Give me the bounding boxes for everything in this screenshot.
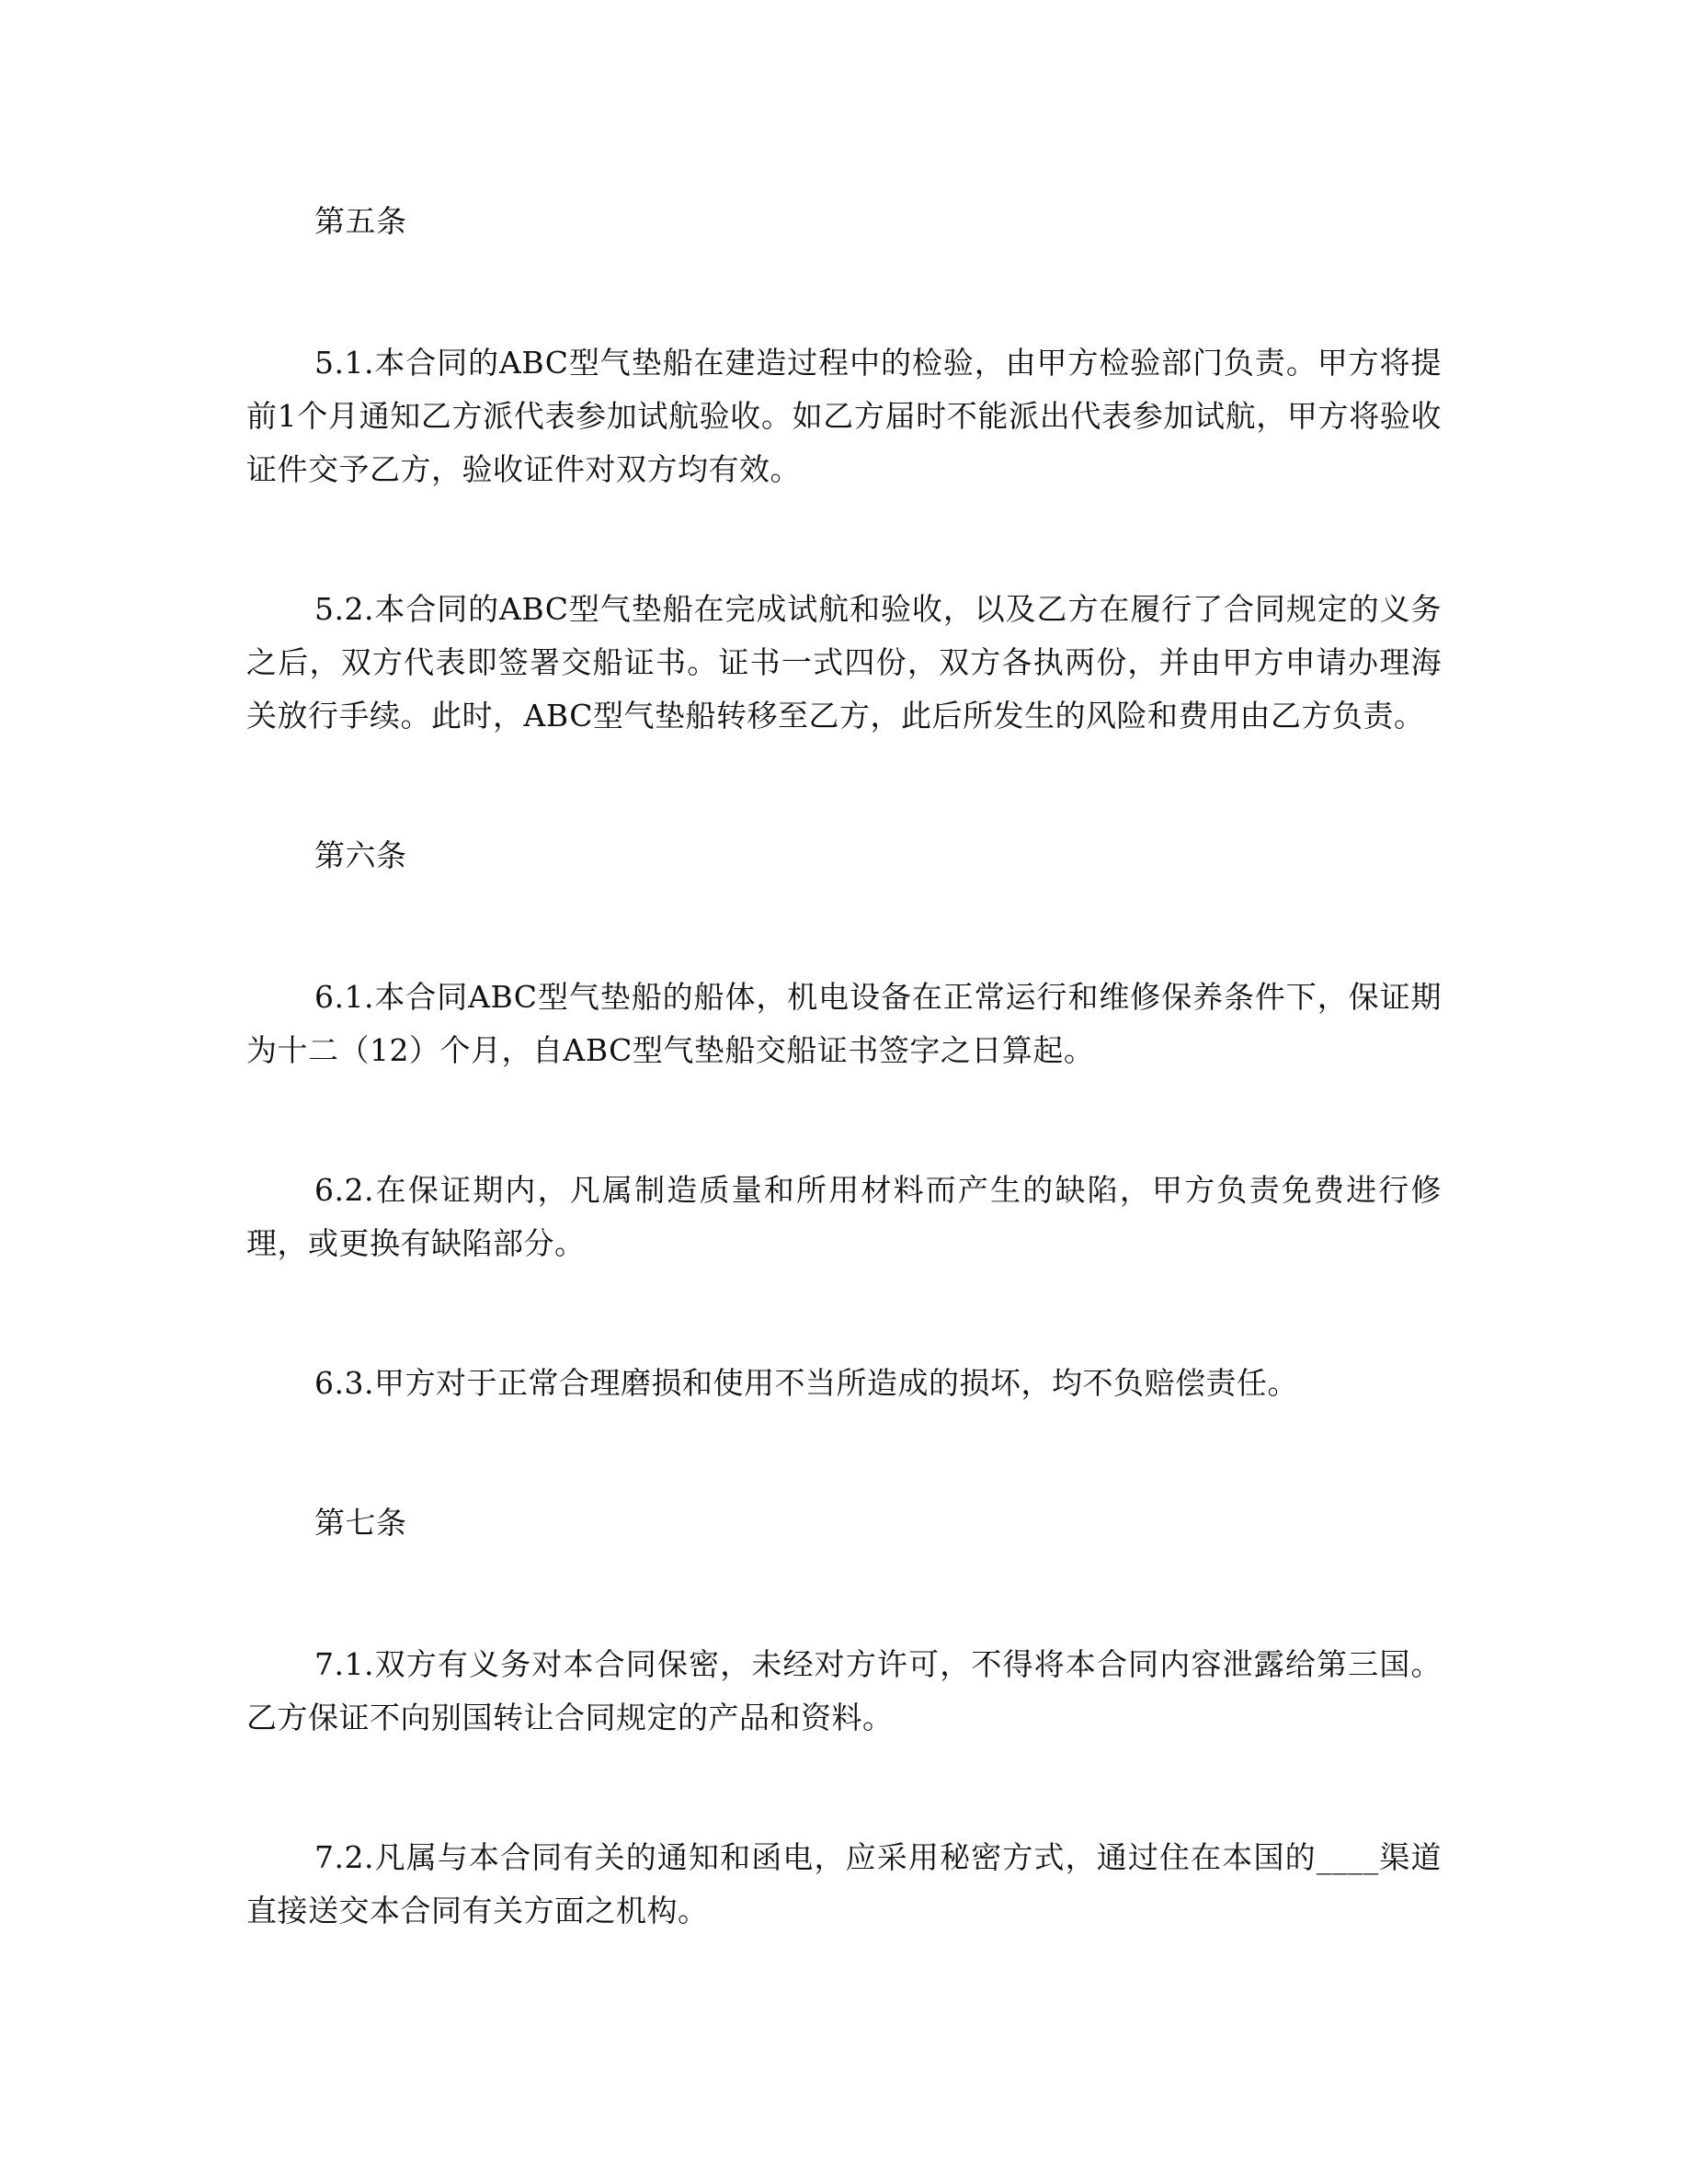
article-5-heading: 第五条 <box>314 203 407 239</box>
article-5-2-paragraph: 5.2.本合同的ABC型气垫船在完成试航和验收，以及乙方在履行了合同规定的义务之后，双方代表即签署交船证书。证书一式四份，双方各执两份，并由甲方申请办理海关放行手续。此时，ABC型气垫船转移至乙方，此后所发生的风险和费用由乙方负责。 <box>246 591 1442 734</box>
article-7-heading: 第七条 <box>314 1505 407 1541</box>
article-5-1-paragraph: 5.1.本合同的ABC型气垫船在建造过程中的检验，由甲方检验部门负责。甲方将提前1个月通知乙方派代表参加试航验收。如乙方届时不能派出代表参加试航，甲方将验收证件交予乙方，验收证件对双方均有效。 <box>246 345 1442 487</box>
article-6-1-paragraph: 6.1.本合同ABC型气垫船的船体，机电设备在正常运行和维修保养条件下，保证期为十二（12）个月，自ABC型气垫船交船证书签字之日算起。 <box>246 979 1442 1068</box>
article-6-2-paragraph: 6.2.在保证期内，凡属制造质量和所用材料而产生的缺陷，甲方负责免费进行修理，或更换有缺陷部分。 <box>246 1172 1442 1261</box>
article-6-3-paragraph: 6.3.甲方对于正常合理磨损和使用不当所造成的损坏，均不负赔偿责任。 <box>314 1365 1298 1401</box>
article-7-1-paragraph: 7.1.双方有义务对本合同保密，未经对方许可，不得将本合同内容泄露给第三国。乙方保证不向别国转让合同规定的产品和资料。 <box>246 1646 1442 1735</box>
article-6-heading: 第六条 <box>314 837 407 873</box>
document-body <box>246 195 1442 1938</box>
article-7-2-paragraph: 7.2.凡属与本合同有关的通知和函电，应采用秘密方式，通过住在本国的____渠道直接送交本合同有关方面之机构。 <box>246 1839 1442 1928</box>
